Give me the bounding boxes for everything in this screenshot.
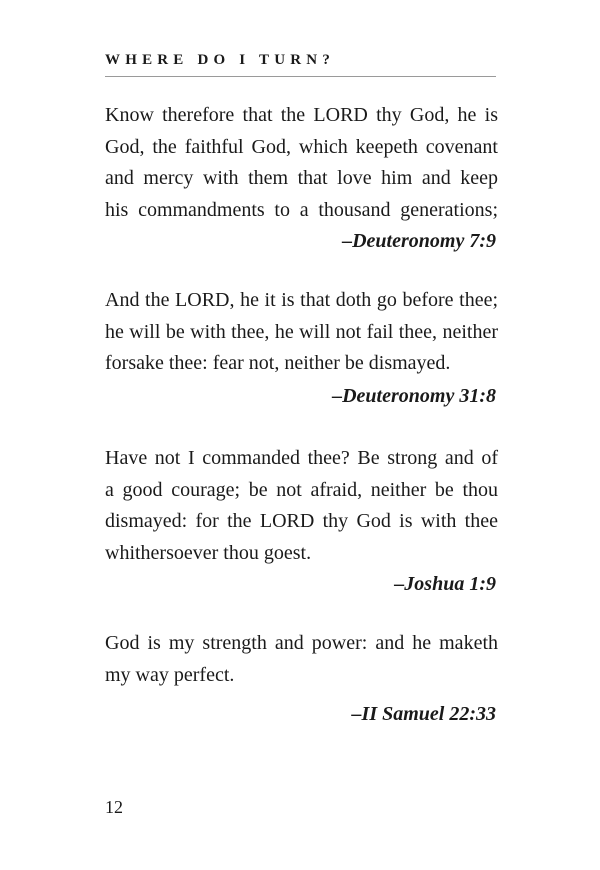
verse-block-joshua-1-9	[105, 443, 498, 569]
verse-line: my way perfect.	[105, 663, 235, 686]
verse-line: his commandments to a thousand generations;	[105, 198, 498, 221]
verse-line: whithersoever thou goest.	[105, 541, 312, 564]
verse-block-deuteronomy-7-9	[105, 100, 498, 226]
verse-line: God is my strength and power: and he maketh	[105, 632, 498, 654]
verse-reference: –Deuteronomy 31:8	[332, 385, 496, 407]
verse-block-deuteronomy-31-8	[105, 285, 498, 380]
verse-reference: –Joshua 1:9	[394, 573, 496, 595]
running-header	[105, 50, 496, 77]
page-number: 12	[105, 797, 123, 817]
verse-line: And the LORD, he it is that doth go before thee;	[105, 289, 498, 311]
verse-line: Know therefore that the LORD thy God, he is	[105, 104, 498, 126]
verse-line: God, the faithful God, which keepeth covenant	[105, 135, 498, 158]
verse-line: a good courage; be not afraid, neither be thou	[105, 478, 498, 501]
verse-reference: –II Samuel 22:33	[351, 703, 496, 725]
header-title: WHERE DO I TURN?	[105, 52, 336, 68]
verse-block-ii-samuel-22-33	[105, 628, 498, 691]
verse-line: Have not I commanded thee? Be strong and of	[105, 447, 498, 469]
verse-line: dismayed: for the LORD thy God is with thee	[105, 510, 498, 532]
verse-line: and mercy with them that love him and keep	[105, 167, 498, 189]
verse-line: forsake thee: fear not, neither be dismayed.	[105, 352, 451, 374]
verse-reference: –Deuteronomy 7:9	[342, 230, 496, 252]
verse-line: he will be with thee, he will not fail thee, neither	[105, 320, 498, 343]
